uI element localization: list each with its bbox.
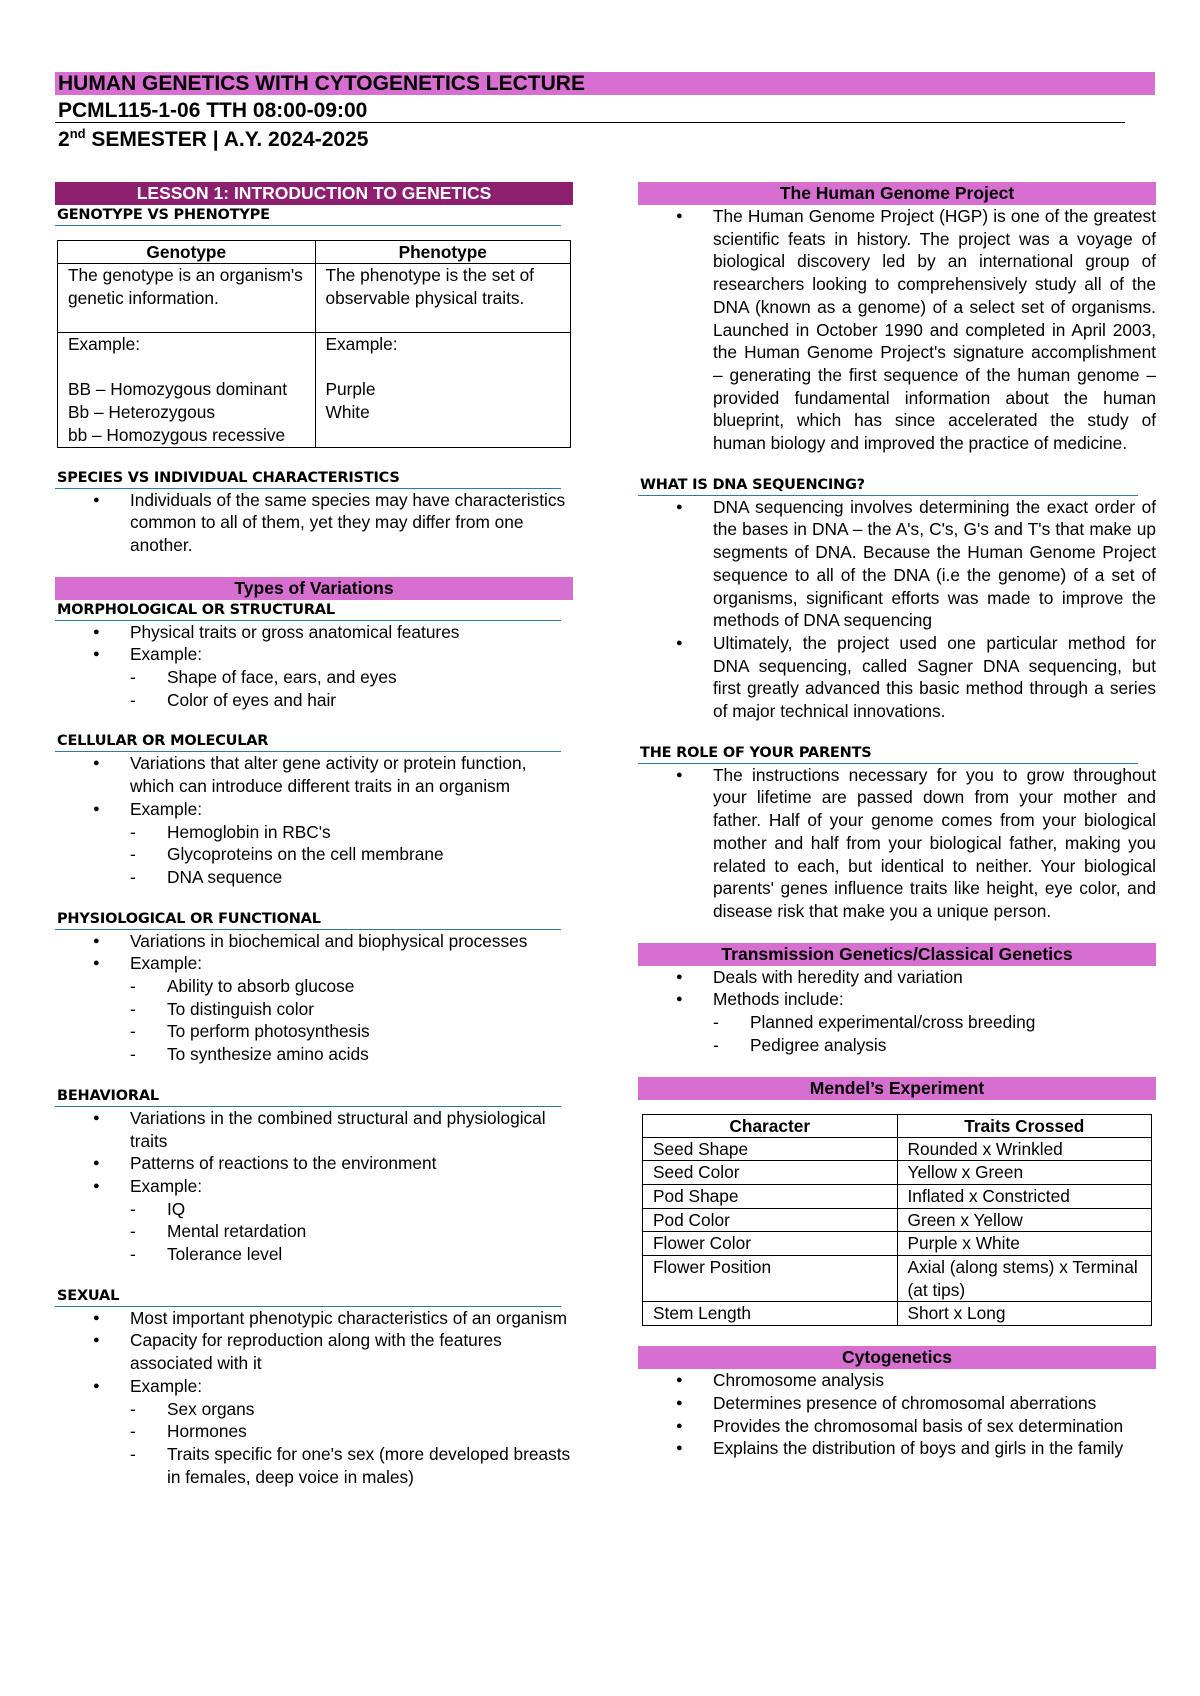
mendel-table [642, 1114, 1152, 1327]
table-cell: Seed Shape [643, 1137, 898, 1161]
list-item: ● The Human Genome Project (HGP) is one of the greatest scientific feats in history. The project was a voyage of biological discovery led by an international group of researchers looking to comprehensively study all of the DNA (known as a genome) of a select set of organisms. Launched in October 1990 and completed in April 2003, the Human Genome Project's signature accomplishment – generating the first sequence of the human genome – provided fundamental information about the human blueprint, which has since accelerated the study of human biology and improved the practice of medicine. [638, 205, 1156, 455]
table-cell: Seed Color [643, 1161, 898, 1185]
list-item: ● Patterns of reactions to the environment [55, 1152, 573, 1175]
right-column [638, 182, 1156, 1460]
list-item: ● Ultimately, the project used one particular method for DNA sequencing, called Sagner DNA sequencing, but first greatly advanced this basic method through a series of major technical innovations. [638, 632, 1156, 723]
species-heading: SPECIES VS INDIVIDUAL CHARACTERISTICS [55, 468, 561, 489]
list-item [638, 988, 1156, 1056]
table-row [643, 1161, 1152, 1185]
semester-ordinal: 2 [58, 128, 70, 151]
phenotype-example: Purple [325, 379, 376, 400]
table-cell: Stem Length [643, 1302, 898, 1326]
list-item [55, 798, 573, 889]
sub-list-item: - IQ [130, 1198, 573, 1221]
list-item [55, 1175, 573, 1266]
list-item-text: Example: [130, 798, 203, 819]
list-item: ● Most important phenotypic characteristics of an organism [55, 1307, 573, 1330]
list-item: ● Explains the distribution of boys and girls in the family [638, 1437, 1156, 1460]
cellular-heading: CELLULAR OR MOLECULAR [55, 731, 561, 752]
table-cell: Flower Position [643, 1256, 898, 1302]
hgp-title: The Human Genome Project [638, 182, 1156, 205]
sub-list-item: - DNA sequence [130, 866, 573, 889]
genotype-example-label: Example: [68, 334, 141, 354]
genotype-definition: The genotype is an organism's genetic information. [58, 264, 316, 333]
table-cell: Pod Color [643, 1208, 898, 1232]
table-cell: Pod Shape [643, 1184, 898, 1208]
sub-list-item: - Planned experimental/cross breeding [713, 1011, 1156, 1034]
list-item: ● Individuals of the same species may have characteristics common to all of them, yet they may differ from one another. [55, 489, 573, 557]
table-row [643, 1137, 1152, 1161]
left-column [55, 182, 573, 1488]
sub-list-item: - Ability to absorb glucose [130, 975, 573, 998]
physiological-heading: PHYSIOLOGICAL OR FUNCTIONAL [55, 909, 561, 930]
behavioral-heading: BEHAVIORAL [55, 1086, 561, 1107]
traits-column-header: Traits Crossed [897, 1114, 1152, 1137]
sexual-heading: SEXUAL [55, 1286, 561, 1307]
list-item [55, 1375, 573, 1489]
list-item [55, 643, 573, 711]
table-cell: Inflated x Constricted [897, 1184, 1152, 1208]
sub-list-item: - To perform photosynthesis [130, 1020, 573, 1043]
phenotype-examples-cell [315, 333, 570, 448]
list-item-text: Example: [130, 1375, 203, 1396]
list-item: ● Physical traits or gross anatomical features [55, 621, 573, 644]
genotype-examples-cell [58, 333, 316, 448]
list-item: ● Variations that alter gene activity or protein function, which can introduce different traits in an organism [55, 752, 573, 797]
genotype-example: Bb – Heterozygous [68, 402, 215, 423]
sub-list-item: - Color of eyes and hair [130, 689, 573, 712]
morphological-heading: MORPHOLOGICAL OR STRUCTURAL [55, 600, 561, 621]
sub-list-item: - Mental retardation [130, 1220, 573, 1243]
sub-list-item: - To synthesize amino acids [130, 1043, 573, 1066]
types-of-variations-title: Types of Variations [55, 577, 573, 600]
table-row [643, 1256, 1152, 1302]
sub-list-item: - Hemoglobin in RBC's [130, 821, 573, 844]
sub-list-item: - Sex organs [130, 1398, 573, 1421]
table-row [643, 1208, 1152, 1232]
semester-academic-year: SEMESTER | A.Y. 2024-2025 [85, 128, 369, 151]
genotype-example: bb – Homozygous recessive [68, 424, 286, 445]
genotype-vs-phenotype-heading: GENOTYPE VS PHENOTYPE [55, 205, 561, 226]
phenotype-definition: The phenotype is the set of observable physical traits. [315, 264, 570, 333]
role-of-parents-heading: THE ROLE OF YOUR PARENTS [638, 743, 1138, 764]
list-item-text: Example: [130, 644, 203, 665]
phenotype-example-label: Example: [325, 334, 398, 354]
transmission-genetics-title: Transmission Genetics/Classical Genetics [638, 943, 1156, 966]
sub-list-item: - Tolerance level [130, 1243, 573, 1266]
list-item: ● Chromosome analysis [638, 1369, 1156, 1392]
course-section: PCML115-1-06 TTH 08:00-09:00 [55, 99, 1125, 123]
cytogenetics-title: Cytogenetics [638, 1346, 1156, 1369]
semester-line [55, 127, 658, 153]
list-item: ● DNA sequencing involves determining the exact order of the bases in DNA – the A's, C's, G's and T's that make up segments of DNA. Because the Human Genome Project sequence to all of the DNA (i.e the genome) of a set of organisms, significant efforts was made to improve the methods of DNA sequencing [638, 496, 1156, 632]
list-item: ● Variations in biochemical and biophysical processes [55, 930, 573, 953]
genotype-example: BB – Homozygous dominant [68, 379, 288, 400]
table-cell: Yellow x Green [897, 1161, 1152, 1185]
table-row [643, 1232, 1152, 1256]
phenotype-example: White [325, 402, 370, 423]
table-cell: Purple x White [897, 1232, 1152, 1256]
semester-ordinal-suffix: nd [69, 126, 86, 141]
list-item [55, 952, 573, 1066]
dna-sequencing-heading: WHAT IS DNA SEQUENCING? [638, 475, 1138, 496]
course-title: HUMAN GENETICS WITH CYTOGENETICS LECTURE [55, 72, 1155, 95]
sub-list-item: - To distinguish color [130, 998, 573, 1021]
list-item: ● Determines presence of chromosomal aberrations [638, 1392, 1156, 1415]
table-cell: Green x Yellow [897, 1208, 1152, 1232]
character-column-header: Character [643, 1114, 898, 1137]
sub-list-item: - Shape of face, ears, and eyes [130, 666, 573, 689]
sub-list-item: - Hormones [130, 1420, 573, 1443]
genotype-column-header: Genotype [58, 241, 316, 264]
list-item: ● The instructions necessary for you to grow throughout your lifetime are passed down from your mother and father. Half of your genome comes from your biological mother and half from your biological father, making you related to each, but identical to neither. Your biological parents' genes influence traits like height, eye color, and disease risk that make you a unique person. [638, 764, 1156, 923]
sub-list-item: - Glycoproteins on the cell membrane [130, 843, 573, 866]
list-item-text: Example: [130, 1175, 203, 1196]
sub-list-item: - Traits specific for one's sex (more developed breasts in females, deep voice in males) [130, 1443, 573, 1488]
table-cell: Rounded x Wrinkled [897, 1137, 1152, 1161]
list-item: ● Variations in the combined structural and physiological traits [55, 1107, 573, 1152]
list-item-text: Methods include: [713, 989, 844, 1010]
table-cell: Axial (along stems) x Terminal (at tips) [897, 1256, 1152, 1302]
list-item-text: Example: [130, 953, 203, 974]
mendel-experiment-title: Mendel’s Experiment [638, 1077, 1156, 1100]
lesson-title: LESSON 1: INTRODUCTION TO GENETICS [55, 182, 573, 205]
list-item: ● Deals with heredity and variation [638, 966, 1156, 989]
sub-list-item: - Pedigree analysis [713, 1034, 1156, 1057]
genotype-phenotype-table [57, 240, 571, 448]
table-row [643, 1302, 1152, 1326]
table-cell: Flower Color [643, 1232, 898, 1256]
table-row [643, 1184, 1152, 1208]
table-cell: Short x Long [897, 1302, 1152, 1326]
list-item: ● Provides the chromosomal basis of sex determination [638, 1415, 1156, 1438]
phenotype-column-header: Phenotype [315, 241, 570, 264]
list-item: ● Capacity for reproduction along with the features associated with it [55, 1329, 573, 1374]
